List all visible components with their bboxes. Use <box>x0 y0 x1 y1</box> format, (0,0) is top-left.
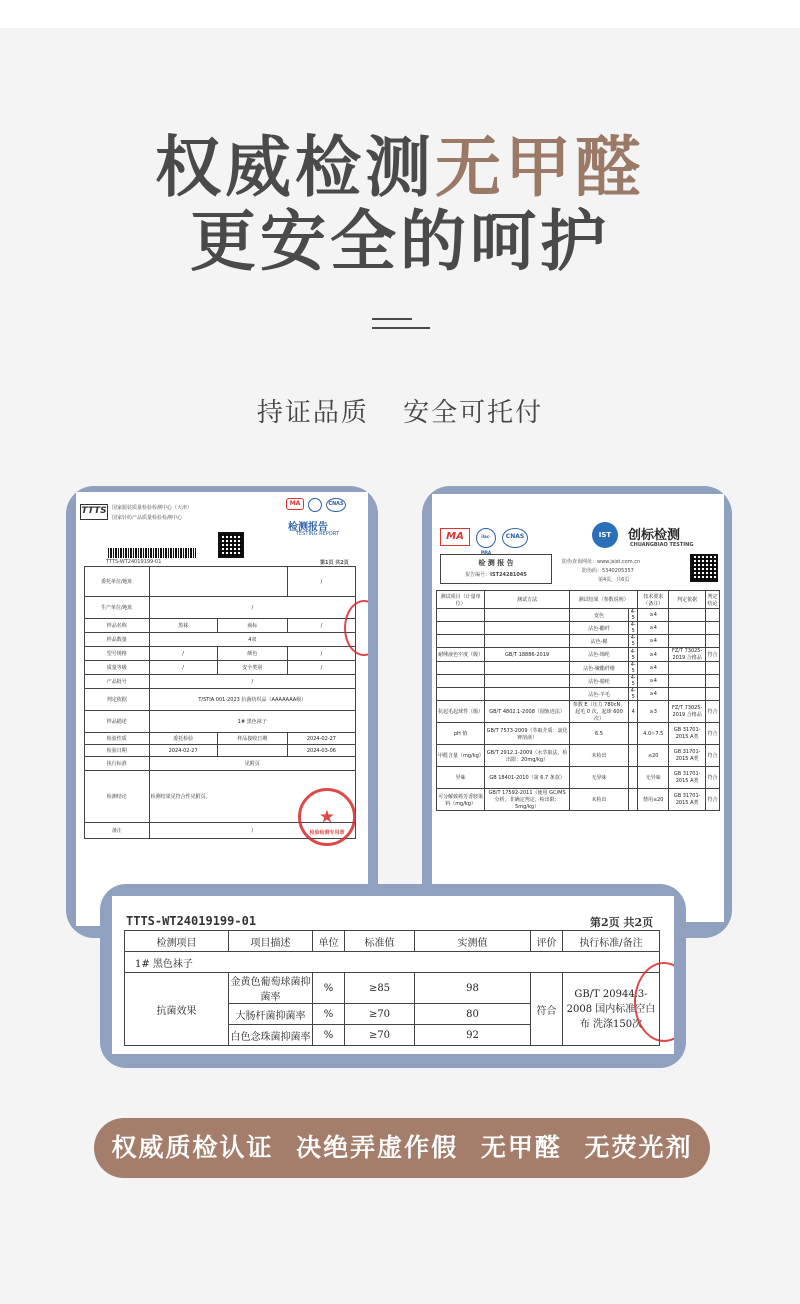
cell: ≥4 <box>638 622 669 635</box>
cell <box>485 662 570 675</box>
ttts-logo: TTTS <box>80 504 108 520</box>
cell <box>706 662 720 675</box>
cell: GB/T 17592-2011（使用 GC/MS 分析，非确定判定，检出限：5mg/kg） <box>485 789 570 811</box>
cell: 判定依据 <box>85 689 150 711</box>
ilac-mark-icon <box>308 498 322 512</box>
cell: 沾色-羊毛 <box>569 688 628 701</box>
cell: 92 <box>415 1025 531 1046</box>
cell <box>437 635 485 648</box>
bottom-banner: 权威质检认证 决绝弄虚作假 无甲醛 无荧光剂 <box>94 1118 710 1178</box>
headline-normal: 权威检测 <box>155 128 435 206</box>
cell: 1# 黑色袜子 <box>149 711 355 733</box>
cell: ≥3 <box>638 701 669 723</box>
cell: 沾色-腈纶 <box>569 675 628 688</box>
cell: 异味 <box>437 767 485 789</box>
barcode-icon <box>108 548 196 558</box>
cell: 执行标准 <box>85 757 150 771</box>
front-report-paper <box>112 896 674 1054</box>
official-seal <box>298 788 356 846</box>
cell: 80 <box>415 1004 531 1025</box>
ilac-logo: ilac-MRA <box>476 528 496 548</box>
headline-line1 <box>0 128 800 206</box>
cell: GB/T 2912.1-2009（水萃取法，检出限：20mg/kg） <box>485 745 570 767</box>
left-report-paper <box>76 492 368 926</box>
cell: ≥70 <box>345 1025 415 1046</box>
item-cell: 抗菌效果 <box>125 973 229 1046</box>
cell: ≥4 <box>638 662 669 675</box>
cell: 4.0~7.5 <box>638 723 669 745</box>
cell: 样品接收日期 <box>217 733 287 745</box>
header-cell: 评价 <box>531 931 563 952</box>
cell: 白色念珠菌抑菌率 <box>229 1025 313 1046</box>
cell <box>437 622 485 635</box>
cell <box>706 609 720 622</box>
cell: 样品描述 <box>85 711 150 733</box>
right-brand-en: CHUANGBIAO TESTING <box>630 542 694 548</box>
cell: 样品数量 <box>85 633 150 647</box>
cell: GB/T 4802.1-2008（圆轨迹法） <box>485 701 570 723</box>
ma-logo: MA <box>440 528 470 546</box>
cell: 商标 <box>217 619 287 633</box>
cell <box>437 609 485 622</box>
headline-accent: 无甲醛 <box>435 128 645 206</box>
cell <box>629 767 638 789</box>
cell <box>485 688 570 701</box>
cell: 生产单位/地址 <box>85 597 150 619</box>
standard-cell: GB/T 20944.3-2008 国内标准空白布 洗涤150次 <box>563 973 660 1046</box>
cell: GB 31701-2015 A类 <box>669 767 706 789</box>
cell: 检验日期 <box>85 745 150 757</box>
right-report-table <box>436 590 720 811</box>
cell: 检验性质 <box>85 733 150 745</box>
cell: 4-5 <box>629 688 638 701</box>
cell <box>485 622 570 635</box>
header-cell: 判定结论 <box>706 591 720 609</box>
cell <box>485 675 570 688</box>
cell: 检测结论 <box>85 771 150 823</box>
cell: 黑袜 <box>149 619 217 633</box>
cell <box>485 635 570 648</box>
headline-line2: 更安全的呵护 <box>190 202 610 280</box>
right-page: 第4页，共6页 <box>598 577 630 583</box>
cell: GB/T 7573-2009（萃取介质：氯化钾溶液） <box>485 723 570 745</box>
cell <box>437 662 485 675</box>
cell: / <box>287 619 355 633</box>
cell: 样品名称 <box>85 619 150 633</box>
cell: 检测结果见符合性见附页。 <box>149 771 355 823</box>
header-cell: 实测值 <box>415 931 531 952</box>
cell <box>706 635 720 648</box>
cell <box>669 688 706 701</box>
cell: 参数 E（压力 780cN，起毛 0 次，起球 600 次） <box>569 701 628 723</box>
cell: 4-5 <box>629 635 638 648</box>
cell <box>437 675 485 688</box>
left-report-title: 检测报告 <box>288 522 328 533</box>
header-cell: 单位 <box>313 931 345 952</box>
cell: 备注 <box>85 823 150 839</box>
website: 防伪查询网址：www.jsist.com.cn <box>562 559 641 565</box>
cell: 符合 <box>706 648 720 662</box>
right-brand: 创标检测 <box>628 528 681 543</box>
cell <box>217 745 287 757</box>
cell: pH 值 <box>437 723 485 745</box>
left-header-2: 国家针纺产品质量检验检测中心 <box>112 515 183 521</box>
cnas-logo: CNAS <box>502 528 528 548</box>
qr-code-icon <box>690 554 718 582</box>
top-bar <box>0 0 800 28</box>
cell: 符合 <box>706 701 720 723</box>
cell: 98 <box>415 973 531 1004</box>
cell: 沾色-锦纶 <box>569 648 628 662</box>
front-report-frame <box>100 884 686 1068</box>
subtitle: 持证品质 安全可托付 <box>256 398 544 428</box>
cell: % <box>313 973 345 1004</box>
cell: / <box>149 823 355 839</box>
cell: 无异味 <box>569 767 628 789</box>
cell: 2024-02-27 <box>149 745 217 757</box>
cell: 4双 <box>149 633 355 647</box>
cell: 符合 <box>706 745 720 767</box>
evaluation-cell: 符合 <box>531 973 563 1046</box>
cell: 4-5 <box>629 662 638 675</box>
seal-text: 检验检测专用章 <box>309 830 345 836</box>
header-cell: 测试项目（计量单位） <box>437 591 485 609</box>
report-title-box <box>440 554 552 584</box>
cell: 未检出 <box>569 789 628 811</box>
cell: 质量等级 <box>85 661 150 675</box>
seal-star-icon: ★ <box>318 806 336 828</box>
cell: / <box>287 567 355 597</box>
cell <box>629 789 638 811</box>
anti-fake-code: 防伪码：5340205357 <box>582 568 634 574</box>
cell: 可分解致癌芳香胺染料（mg/kg） <box>437 789 485 811</box>
cell: % <box>313 1004 345 1025</box>
cell <box>149 567 287 597</box>
header-cell: 项目描述 <box>229 931 313 952</box>
cell: GB 31701-2015 A类 <box>669 745 706 767</box>
cell: 委托检验 <box>149 733 217 745</box>
cell <box>669 622 706 635</box>
header-cell: 测试结果（参数说明） <box>569 591 637 609</box>
right-report-paper <box>432 494 724 922</box>
cell: ≥4 <box>638 635 669 648</box>
cell: T/STIA 001-2023 抗菌纺织品（AAAAAAA级） <box>149 689 355 711</box>
front-report-table <box>124 930 660 1046</box>
cell: 4-5 <box>629 609 638 622</box>
cell: / <box>149 661 217 675</box>
left-report-page: 第1页 共2页 <box>320 560 349 566</box>
cell: 沾色-棉 <box>569 635 628 648</box>
ma-mark-icon: MA <box>286 498 304 510</box>
left-report-no: TTTS-WT24019199-01 <box>106 559 162 565</box>
cell: 耐唾液色牢度（级） <box>437 648 485 662</box>
cell: 禁用≤20 <box>638 789 669 811</box>
cell: 未检出 <box>569 745 628 767</box>
header-cell: 判定依据 <box>669 591 706 609</box>
cell: 2024-03-06 <box>287 745 355 757</box>
left-report-frame <box>66 486 378 938</box>
cell: GB 31701-2015 A类 <box>669 789 706 811</box>
cell: 4-5 <box>629 648 638 662</box>
cell <box>629 723 638 745</box>
header-cell: 技术要求（备注） <box>638 591 669 609</box>
cell: ≥85 <box>345 973 415 1004</box>
left-report-title-en: TESTING REPORT <box>296 531 339 537</box>
front-report-no: TTTS-WT24019199-01 <box>126 914 257 928</box>
front-report-page: 第2页 共2页 <box>590 916 654 929</box>
cell: 无异味 <box>638 767 669 789</box>
cell: 大肠杆菌抑菌率 <box>229 1004 313 1025</box>
cell: 沾色-醋纤 <box>569 622 628 635</box>
left-header-1: 国家服装质量检验检测中心（天津） <box>112 505 193 511</box>
cell: 4-5 <box>629 622 638 635</box>
cell: 产品批号 <box>85 675 150 689</box>
cell <box>629 745 638 767</box>
cell: GB/T 18886-2019 <box>485 648 570 662</box>
cell: 4-5 <box>629 675 638 688</box>
cell: 抗起毛起球性（级） <box>437 701 485 723</box>
cell: / <box>287 647 355 661</box>
cell <box>706 675 720 688</box>
cell: GB 31701-2015 A类 <box>669 723 706 745</box>
cell: 沾色-聚酯纤维 <box>569 662 628 675</box>
divider-top <box>372 318 412 320</box>
cell: 金黄色葡萄球菌抑菌率 <box>229 973 313 1004</box>
cell: 颜色 <box>217 647 287 661</box>
cell: / <box>149 647 217 661</box>
cell <box>669 662 706 675</box>
cell <box>669 675 706 688</box>
cell: GB 18401-2010（第 6.7 条款） <box>485 767 570 789</box>
header-cell: 检测项目 <box>125 931 229 952</box>
cell: / <box>149 675 355 689</box>
sample-cell: 1# 黑色袜子 <box>125 952 660 973</box>
cell: 符合 <box>706 723 720 745</box>
cell: 甲醛含量（mg/kg） <box>437 745 485 767</box>
cell <box>485 609 570 622</box>
right-report-title: 检 测 报 告 <box>478 559 514 567</box>
cell: ≥70 <box>345 1004 415 1025</box>
cell <box>706 688 720 701</box>
cell: 变色 <box>569 609 628 622</box>
report-no: IST24281045 <box>490 572 527 579</box>
cell: 型号规格 <box>85 647 150 661</box>
cnas-mark-icon: CNAS <box>326 498 346 512</box>
cell: ≥4 <box>638 675 669 688</box>
right-report-frame <box>422 486 732 938</box>
cell: ≥4 <box>638 648 669 662</box>
cell: FZ/T 73025-2019 合格品 <box>669 648 706 662</box>
cell: ≤20 <box>638 745 669 767</box>
report-no-label: 报告编号： <box>465 572 491 579</box>
cell <box>437 688 485 701</box>
cell: 安全类别 <box>217 661 287 675</box>
header-cell: 测试方法 <box>485 591 570 609</box>
cell: % <box>313 1025 345 1046</box>
cell: / <box>149 597 355 619</box>
header-cell: 执行标准/备注 <box>563 931 660 952</box>
cell: / <box>287 661 355 675</box>
cell <box>669 635 706 648</box>
cell: 符合 <box>706 789 720 811</box>
cell: 6.5 <box>569 723 628 745</box>
cell: 符合 <box>706 767 720 789</box>
ist-logo-icon: IST <box>592 522 618 548</box>
cell: 委托单位/地址 <box>85 567 150 597</box>
header-cell: 标准值 <box>345 931 415 952</box>
cell: ≥4 <box>638 609 669 622</box>
divider-bottom <box>372 327 430 329</box>
cell: ≥4 <box>638 688 669 701</box>
cell <box>669 609 706 622</box>
cell <box>706 622 720 635</box>
cell: FZ/T 73025-2019 合格品 <box>669 701 706 723</box>
cell: 见附页 <box>149 757 355 771</box>
cell: 2024-02-27 <box>287 733 355 745</box>
cell: 4 <box>629 701 638 723</box>
qr-code-icon <box>218 532 244 558</box>
